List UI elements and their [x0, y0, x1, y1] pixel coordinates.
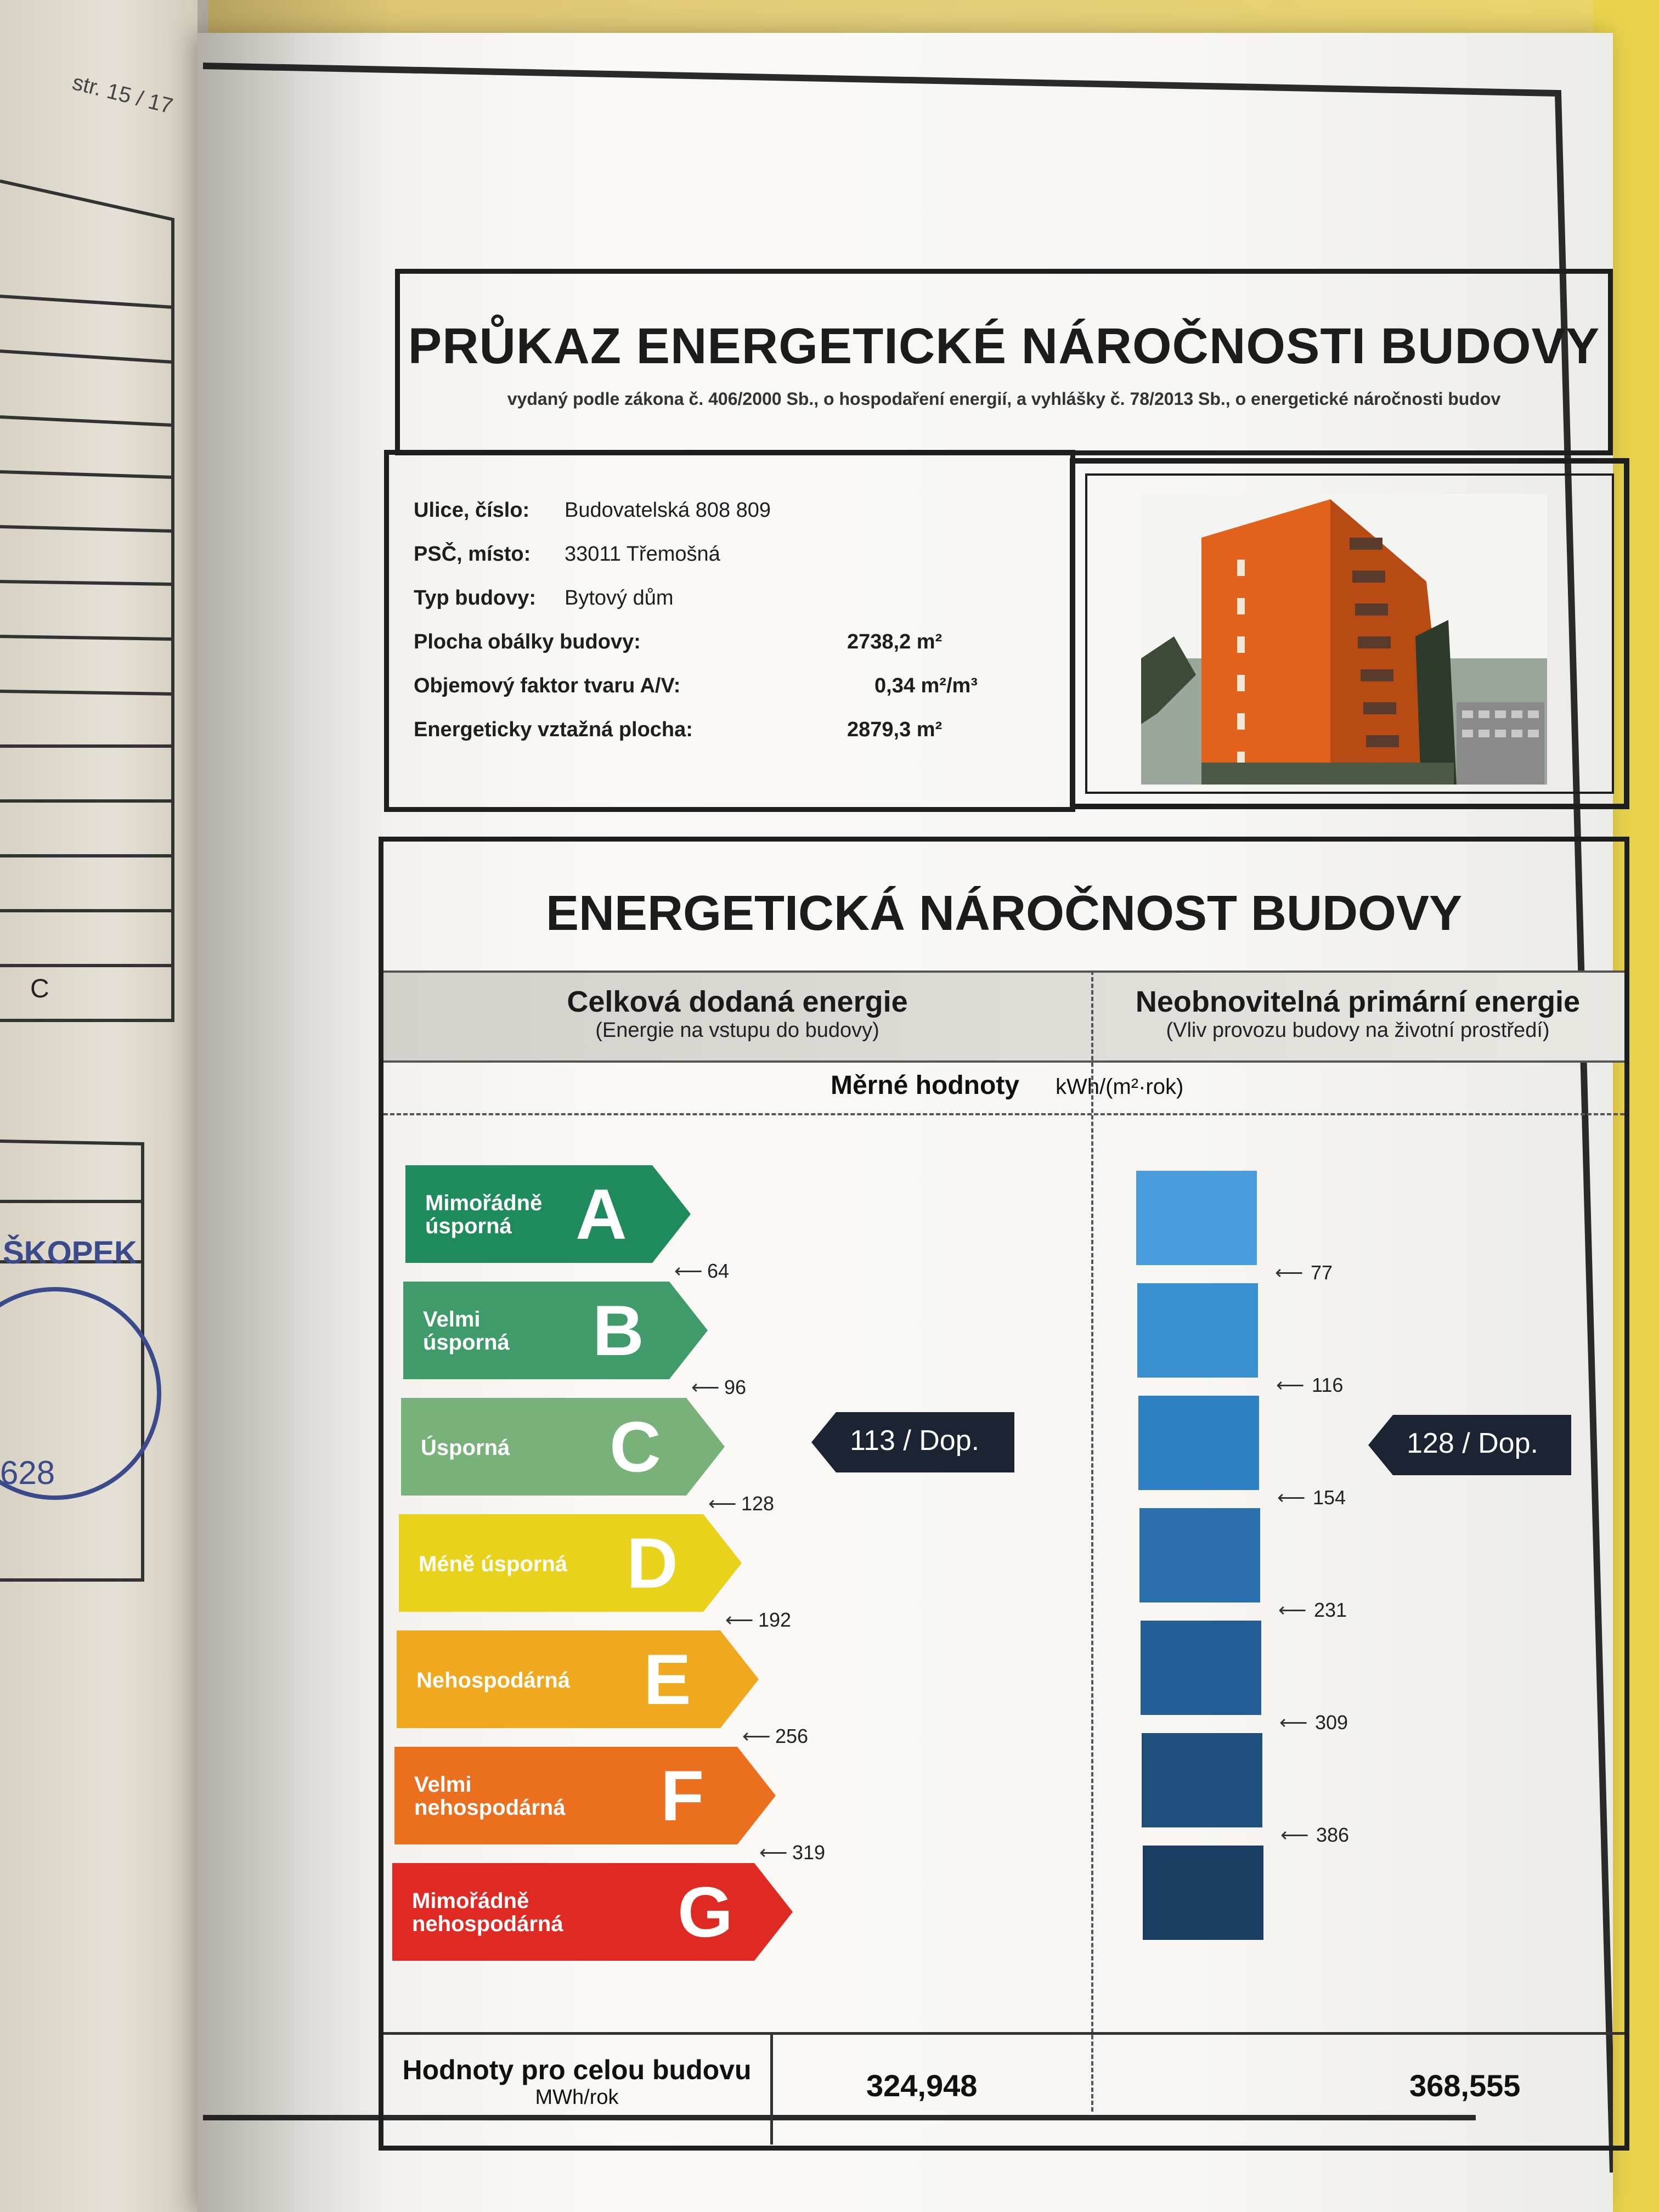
info-envelope-area: Plocha obálky budovy: 2738,2 m² [414, 630, 943, 653]
primary-energy-bar [1138, 1396, 1259, 1490]
threshold-arrow-icon: ⟵ [691, 1376, 720, 1398]
right-threshold: 386 [1316, 1824, 1350, 1846]
primary-energy-bar [1136, 1171, 1257, 1265]
energy-class-e: Nehospodárná E [397, 1630, 759, 1728]
building-photo [1141, 494, 1547, 785]
threshold-arrow-icon: ⟵ [1279, 1711, 1308, 1734]
threshold-arrow-icon: ⟵ [674, 1260, 703, 1282]
threshold-arrow-icon: ⟵ [759, 1841, 788, 1864]
left-threshold: 319 [792, 1841, 826, 1864]
total-delivered-energy: 324,948 [866, 2068, 978, 2103]
previous-page-table-lines [0, 0, 208, 1646]
totals-row [383, 2032, 1624, 2145]
threshold-arrow-icon: ⟵ [725, 1609, 754, 1631]
total-primary-energy: 368,555 [1409, 2068, 1521, 2103]
header-box [395, 269, 1613, 455]
energy-class-a: Mimořádně úsporná A [405, 1165, 691, 1263]
totals-label: Hodnoty pro celou budovu MWh/rok [402, 2055, 752, 2109]
units-row [383, 1058, 1624, 1115]
threshold-arrow-icon: ⟵ [742, 1725, 771, 1747]
page-number: str. 15 / 17 [70, 70, 176, 119]
info-street: Ulice, číslo: Budovatelská 808 809 [414, 499, 771, 522]
stamp-name: ŠKOPEK [3, 1235, 137, 1271]
right-threshold: 154 [1313, 1486, 1346, 1509]
certificate-page [198, 33, 1613, 2212]
certificate-title: PRŮKAZ ENERGETICKÉ NÁROČNOSTI BUDOVY [408, 318, 1600, 374]
primary-energy-bar [1143, 1846, 1263, 1940]
energy-class-b: Velmi úsporná B [403, 1282, 708, 1379]
units-value: kWh/(m²·rok) [1056, 1075, 1184, 1099]
column-headers [383, 970, 1624, 1063]
primary-energy-bar [1137, 1283, 1258, 1378]
energy-class-f: Velmi nehospodárná F [394, 1747, 776, 1844]
left-threshold: 96 [724, 1376, 747, 1398]
left-threshold: 192 [758, 1609, 792, 1631]
energy-class-c: Úsporná C [401, 1398, 725, 1496]
left-result-tag: 113 / Dop. [811, 1412, 1014, 1475]
threshold-arrow-icon: ⟵ [1278, 1599, 1307, 1621]
left-threshold: 64 [707, 1260, 730, 1282]
info-shape-factor: Objemový faktor tvaru A/V: 0,34 m²/m³ [414, 674, 978, 697]
primary-energy-bar [1139, 1508, 1260, 1602]
threshold-arrow-icon: ⟵ [1280, 1824, 1309, 1846]
previous-page [0, 0, 208, 2212]
threshold-arrow-icon: ⟵ [708, 1492, 737, 1515]
info-postcode: PSČ, místo: 33011 Třemošná [414, 543, 720, 566]
threshold-arrow-icon: ⟵ [1275, 1261, 1304, 1284]
right-result-tag: 128 / Dop. [1368, 1415, 1571, 1478]
right-threshold: 116 [1312, 1374, 1344, 1396]
energy-performance-box [379, 837, 1629, 2151]
stamp-number: 628 [0, 1454, 55, 1491]
right-threshold: 77 [1311, 1261, 1333, 1284]
previous-page-letter: C [30, 974, 49, 1003]
building-info-box [384, 450, 1075, 812]
units-label: Měrné hodnoty [831, 1071, 1019, 1100]
left-threshold: 128 [741, 1492, 775, 1515]
threshold-arrow-icon: ⟵ [1277, 1486, 1306, 1509]
right-threshold: 309 [1315, 1711, 1348, 1734]
certificate-subtitle: vydaný podle zákona č. 406/2000 Sb., o hospodaření energií, a vyhlášky č. 78/2013 Sb., o energetické náročnosti budov [507, 389, 1501, 409]
column-divider [1091, 970, 1093, 2112]
energy-class-d: Méně úsporná D [399, 1514, 742, 1612]
primary-energy-bar [1142, 1733, 1262, 1827]
right-threshold: 231 [1314, 1599, 1347, 1621]
info-reference-area: Energeticky vztažná plocha: 2879,3 m² [414, 718, 943, 741]
left-column-header: Celková dodaná energie (Energie na vstupu do budovy) [567, 985, 908, 1042]
info-building-type: Typ budovy: Bytový dům [414, 586, 674, 610]
left-threshold: 256 [775, 1725, 809, 1747]
energy-title: ENERGETICKÁ NÁROČNOST BUDOVY [545, 886, 1463, 941]
threshold-arrow-icon: ⟵ [1276, 1374, 1305, 1396]
building-photo-box [1070, 458, 1629, 809]
right-column-header: Neobnovitelná primární energie (Vliv provozu budovy na životní prostředí) [1135, 985, 1581, 1042]
primary-energy-bar [1141, 1621, 1261, 1715]
energy-class-g: Mimořádně nehospodárná G [392, 1863, 793, 1961]
